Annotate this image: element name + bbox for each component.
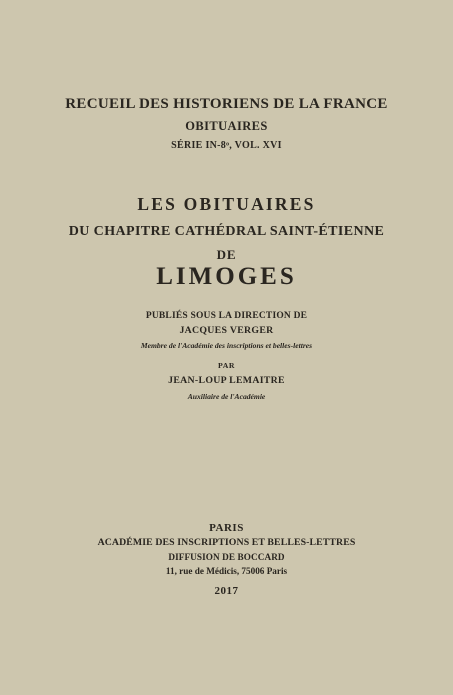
imprint-distribution: DIFFUSION DE BOCCARD bbox=[168, 552, 285, 562]
imprint-year: 2017 bbox=[214, 585, 239, 597]
published-label: PUBLIÉS SOUS LA DIRECTION DE bbox=[145, 311, 308, 321]
author-name: JEAN-LOUP LEMAITRE bbox=[168, 375, 285, 386]
series-title: RECUEIL DES HISTORIENS DE LA FRANCE bbox=[65, 96, 388, 112]
imprint-city: PARIS bbox=[209, 522, 244, 534]
director-role: Membre de l'Académie des inscriptions et belles-lettres bbox=[140, 341, 313, 350]
series-subtitle: OBITUAIRES bbox=[185, 119, 268, 133]
main-title-line-1: LES OBITUAIRES bbox=[137, 194, 316, 214]
series-volume: SÉRIE IN-8ᵒ, VOL. XVI bbox=[171, 140, 282, 151]
imprint-address: 11, rue de Médicis, 75006 Paris bbox=[165, 566, 288, 576]
main-title-line-3: DE bbox=[216, 247, 237, 262]
by-label: PAR bbox=[218, 361, 235, 370]
author-role: Auxiliaire de l'Académie bbox=[187, 392, 266, 401]
main-title-line-2: DU CHAPITRE CATHÉDRAL SAINT-ÉTIENNE bbox=[68, 224, 385, 239]
main-title-city: LIMOGES bbox=[156, 263, 297, 290]
imprint-publisher: ACADÉMIE DES INSCRIPTIONS ET BELLES-LETTRES bbox=[97, 537, 356, 548]
director-name: JACQUES VERGER bbox=[179, 325, 274, 336]
